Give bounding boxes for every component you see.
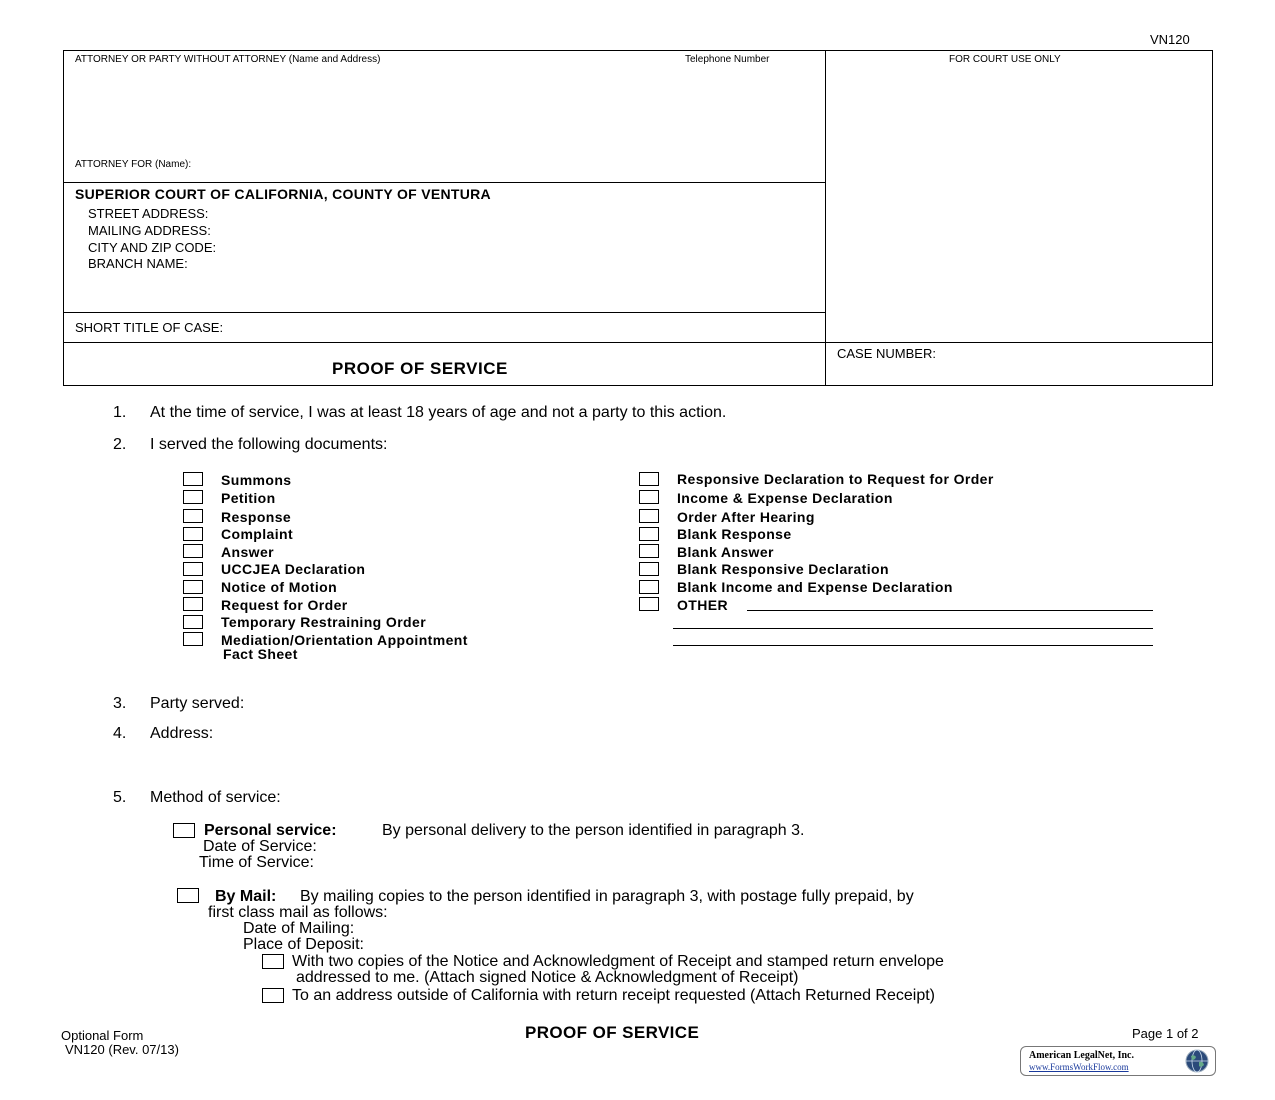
by-mail-checkbox[interactable] bbox=[177, 888, 199, 903]
order-after-hearing-checkbox[interactable] bbox=[639, 509, 659, 523]
blank-income-expense-checkbox[interactable] bbox=[639, 580, 659, 594]
blank-responsive-declaration-checkbox[interactable] bbox=[639, 562, 659, 576]
doc-other: OTHER bbox=[677, 597, 728, 613]
doc-blank-responsive-declaration: Blank Responsive Declaration bbox=[677, 561, 889, 577]
footer-optional-form: Optional Form bbox=[61, 1028, 144, 1043]
header-rule-1 bbox=[63, 182, 826, 183]
doc-income-expense: Income & Expense Declaration bbox=[677, 490, 893, 506]
item-2-number: 2. bbox=[113, 436, 127, 453]
form-title: PROOF OF SERVICE bbox=[332, 359, 508, 378]
street-address-label: STREET ADDRESS: bbox=[88, 206, 209, 221]
place-of-deposit-label: Place of Deposit: bbox=[243, 936, 364, 953]
logo-url: www.FormsWorkFlow.com bbox=[1029, 1062, 1129, 1072]
attorney-label: ATTORNEY OR PARTY WITHOUT ATTORNEY (Name and Address) bbox=[75, 54, 381, 65]
court-use-label: FOR COURT USE ONLY bbox=[949, 54, 1061, 65]
by-mail-text: By mailing copies to the person identified in paragraph 3, with postage fully prepaid, by bbox=[300, 888, 914, 905]
branch-name-label: BRANCH NAME: bbox=[88, 256, 188, 271]
attorney-for-label: ATTORNEY FOR (Name): bbox=[75, 159, 192, 170]
mail-option-2: To an address outside of California with return receipt requested (Attach Returned Receipt) bbox=[292, 987, 936, 1004]
answer-checkbox[interactable] bbox=[183, 544, 203, 558]
doc-responsive-declaration: Responsive Declaration to Request for Order bbox=[677, 471, 994, 487]
doc-blank-response: Blank Response bbox=[677, 526, 792, 542]
income-expense-checkbox[interactable] bbox=[639, 490, 659, 504]
petition-checkbox[interactable] bbox=[183, 490, 203, 504]
mail-option-1-line-1: With two copies of the Notice and Acknowledgment of Receipt and stamped return envelope bbox=[292, 953, 944, 970]
city-zip-label: CITY AND ZIP CODE: bbox=[88, 240, 217, 255]
other-blank-line-2[interactable] bbox=[673, 628, 1153, 629]
item-5-text: Method of service: bbox=[150, 789, 281, 806]
doc-uccjea: UCCJEA Declaration bbox=[221, 561, 366, 577]
other-blank-line-1[interactable] bbox=[747, 610, 1153, 611]
request-for-order-checkbox[interactable] bbox=[183, 597, 203, 611]
other-checkbox[interactable] bbox=[639, 597, 659, 611]
item-4-text: Address: bbox=[150, 725, 214, 742]
footer-revision: VN120 (Rev. 07/13) bbox=[65, 1042, 179, 1057]
other-blank-line-3[interactable] bbox=[673, 645, 1153, 646]
response-checkbox[interactable] bbox=[183, 509, 203, 523]
item-5-number: 5. bbox=[113, 789, 127, 806]
item-3-text: Party served: bbox=[150, 695, 245, 712]
notice-acknowledgment-checkbox[interactable] bbox=[262, 954, 284, 969]
by-mail-label: By Mail: bbox=[215, 888, 277, 905]
case-number-label: CASE NUMBER: bbox=[837, 346, 936, 361]
personal-service-text: By personal delivery to the person identified in paragraph 3. bbox=[382, 822, 805, 839]
notice-of-motion-checkbox[interactable] bbox=[183, 580, 203, 594]
time-of-service-label: Time of Service: bbox=[199, 854, 314, 871]
outside-california-checkbox[interactable] bbox=[262, 988, 284, 1003]
header-rule-2 bbox=[63, 312, 826, 313]
doc-temporary-restraining-order: Temporary Restraining Order bbox=[221, 614, 427, 630]
responsive-declaration-checkbox[interactable] bbox=[639, 472, 659, 486]
mediation-checkbox[interactable] bbox=[183, 632, 203, 646]
short-title-label: SHORT TITLE OF CASE: bbox=[75, 320, 224, 335]
item-1-text: At the time of service, I was at least 18 years of age and not a party to this action. bbox=[150, 404, 727, 421]
american-legalnet-logo[interactable] bbox=[1020, 1046, 1216, 1076]
blank-response-checkbox[interactable] bbox=[639, 527, 659, 541]
complaint-checkbox[interactable] bbox=[183, 527, 203, 541]
doc-response: Response bbox=[221, 509, 292, 525]
logo-company-name: American LegalNet, Inc. bbox=[1029, 1050, 1134, 1061]
blank-answer-checkbox[interactable] bbox=[639, 544, 659, 558]
globe-icon bbox=[1182, 1048, 1212, 1074]
doc-request-for-order: Request for Order bbox=[221, 597, 348, 613]
doc-notice-of-motion: Notice of Motion bbox=[221, 579, 338, 595]
header-box bbox=[63, 50, 1213, 386]
item-3-number: 3. bbox=[113, 695, 127, 712]
tro-checkbox[interactable] bbox=[183, 615, 203, 629]
mail-option-1-line-2: addressed to me. (Attach signed Notice & Acknowledgment of Receipt) bbox=[296, 969, 799, 986]
personal-service-checkbox[interactable] bbox=[173, 823, 195, 838]
item-2-text: I served the following documents: bbox=[150, 436, 388, 453]
header-divider-vertical bbox=[825, 50, 826, 386]
summons-checkbox[interactable] bbox=[183, 472, 203, 486]
doc-blank-income-expense: Blank Income and Expense Declaration bbox=[677, 579, 953, 595]
doc-answer: Answer bbox=[221, 544, 274, 560]
court-name: SUPERIOR COURT OF CALIFORNIA, COUNTY OF VENTURA bbox=[75, 186, 491, 202]
doc-fact-sheet: Fact Sheet bbox=[223, 646, 298, 662]
doc-complaint: Complaint bbox=[221, 526, 294, 542]
mailing-address-label: MAILING ADDRESS: bbox=[88, 223, 211, 238]
by-mail-text-2: first class mail as follows: bbox=[208, 904, 388, 921]
uccjea-checkbox[interactable] bbox=[183, 562, 203, 576]
doc-summons: Summons bbox=[221, 472, 292, 488]
form-code: VN120 bbox=[1150, 32, 1190, 47]
doc-order-after-hearing: Order After Hearing bbox=[677, 509, 815, 525]
item-1-number: 1. bbox=[113, 404, 127, 421]
telephone-label: Telephone Number bbox=[685, 54, 770, 65]
personal-service-label: Personal service: bbox=[204, 822, 337, 839]
doc-blank-answer: Blank Answer bbox=[677, 544, 774, 560]
date-of-service-label: Date of Service: bbox=[203, 838, 317, 855]
doc-petition: Petition bbox=[221, 490, 276, 506]
doc-mediation-appointment: Mediation/Orientation Appointment bbox=[221, 632, 468, 648]
footer-title: PROOF OF SERVICE bbox=[525, 1023, 700, 1042]
item-4-number: 4. bbox=[113, 725, 127, 742]
footer-page-number: Page 1 of 2 bbox=[1132, 1026, 1199, 1041]
header-rule-3 bbox=[63, 342, 1213, 343]
date-of-mailing-label: Date of Mailing: bbox=[243, 920, 355, 937]
